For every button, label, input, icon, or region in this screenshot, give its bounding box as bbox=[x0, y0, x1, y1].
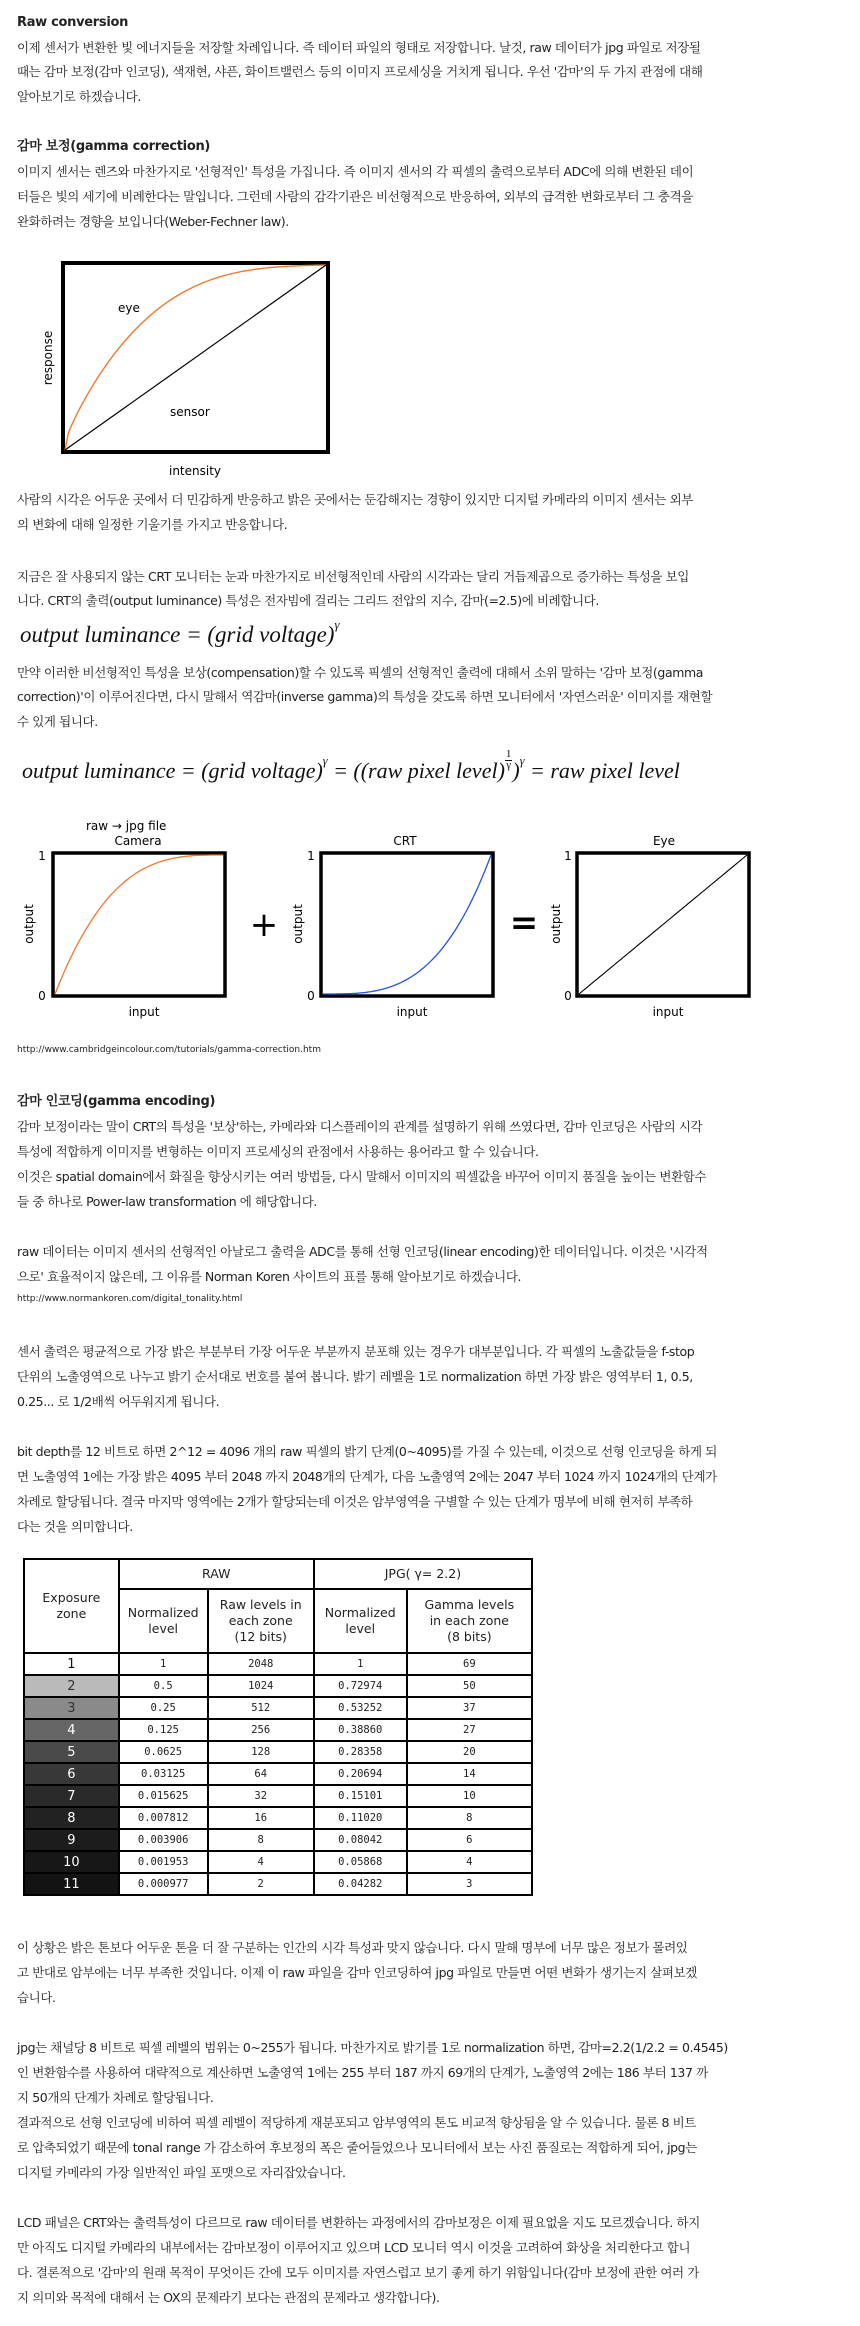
raw-normalized-cell: 0.125 bbox=[119, 1719, 208, 1741]
gamma-exponent: γ bbox=[334, 617, 340, 632]
fraction-denominator: γ bbox=[506, 758, 512, 771]
jpg-normalized-cell: 0.53252 bbox=[314, 1697, 407, 1719]
exposure-zone-table bbox=[23, 1558, 533, 1896]
col-header-jpg-levels: Gamma levels in each zone (8 bits) bbox=[407, 1589, 532, 1653]
zone-cell: 1 bbox=[24, 1653, 119, 1675]
jpg-levels-cell: 37 bbox=[407, 1697, 532, 1719]
paragraph-line: 고 반대로 암부에는 너무 부족한 것입니다. 이제 이 raw 파일을 감마 인코딩하여 jpg 파일로 만들면 어떤 변화가 생기는지 살펴보겠 bbox=[17, 1965, 697, 1980]
raw-levels-cell: 128 bbox=[208, 1741, 314, 1763]
jpg-normalized-cell: 0.20694 bbox=[314, 1763, 407, 1785]
paragraph-line: 이미지 센서는 렌즈와 마찬가지로 '선형적인' 특성을 가집니다. 즉 이미지 센서의 각 픽셀의 출력으로부터 ADC에 의해 변환된 데이 bbox=[17, 164, 694, 179]
y-tick-1: 1 bbox=[564, 849, 572, 863]
raw-normalized-cell: 0.001953 bbox=[119, 1851, 208, 1873]
table-row bbox=[24, 1719, 532, 1741]
group-header-raw: RAW bbox=[119, 1559, 314, 1589]
raw-normalized-cell: 0.03125 bbox=[119, 1763, 208, 1785]
raw-to-jpg-annotation: raw → jpg file bbox=[86, 819, 167, 833]
paragraph-line: 지 의미와 목적에 대해서 는 OX의 문제라기 보다는 관점의 문제라고 생각합니다). bbox=[17, 2290, 440, 2305]
paragraph-line: 면 노출영역 1에는 가장 밝은 4095 부터 2048 까지 2048개의 단계가, 다음 노출영역 2에는 2047 부터 1024 까지 1024개의 단계가 bbox=[17, 1469, 717, 1484]
jpg-levels-cell: 6 bbox=[407, 1829, 532, 1851]
zone-cell: 11 bbox=[24, 1873, 119, 1895]
paragraph-line: 만약 이러한 비선형적인 특성을 보상(compensation)할 수 있도록 픽셀의 선형적인 출력에 대해서 소위 말하는 '감마 보정(gamma bbox=[17, 665, 704, 680]
raw-levels-cell: 4 bbox=[208, 1851, 314, 1873]
raw-levels-cell: 64 bbox=[208, 1763, 314, 1785]
zone-cell: 2 bbox=[24, 1675, 119, 1697]
formula-part: output luminance = (grid voltage) bbox=[22, 757, 323, 783]
table-row bbox=[24, 1873, 532, 1895]
paragraph-line: 다. 결론적으로 '감마'의 원래 목적이 무엇이든 간에 모두 이미지를 자연스럽고 보기 좋게 하기 위함입니다(감마 보정에 관한 여러 가 bbox=[17, 2265, 699, 2280]
jpg-levels-cell: 3 bbox=[407, 1873, 532, 1895]
jpg-normalized-cell: 0.15101 bbox=[314, 1785, 407, 1807]
paragraph-line: raw 데이터는 이미지 센서의 선형적인 아날로그 출력을 ADC를 통해 선형 인코딩(linear encoding)한 데이터입니다. 이것은 '시각적 bbox=[17, 1244, 708, 1259]
raw-levels-cell: 16 bbox=[208, 1807, 314, 1829]
paragraph-line: 단위의 노출영역으로 나누고 밝기 순서대로 번호를 붙여 봅니다. 밝기 레벨을 1로 normalization 하면 가장 밝은 영역부터 1, 0.5, bbox=[17, 1369, 693, 1384]
plus-operator: + bbox=[249, 905, 279, 945]
table-row bbox=[24, 1653, 532, 1675]
raw-normalized-cell: 0.0625 bbox=[119, 1741, 208, 1763]
col-header-raw-levels: Raw levels in each zone (12 bits) bbox=[208, 1589, 314, 1653]
table-row bbox=[24, 1763, 532, 1785]
y-axis-label: response bbox=[41, 330, 55, 386]
y-tick-0: 0 bbox=[564, 989, 572, 1003]
zone-cell: 4 bbox=[24, 1719, 119, 1741]
table-row bbox=[24, 1741, 532, 1763]
col-header-exposure-zone: Exposure zone bbox=[24, 1559, 119, 1653]
y-tick-0: 0 bbox=[307, 989, 315, 1003]
zone-cell: 10 bbox=[24, 1851, 119, 1873]
paragraph-line: 만 아직도 디지털 카메라의 내부에서는 감마보정이 이루어지고 있으며 LCD 모니터 역시 이것을 고려하여 화상을 처리한다고 합니 bbox=[17, 2240, 691, 2255]
raw-normalized-cell: 1 bbox=[119, 1653, 208, 1675]
raw-normalized-cell: 0.015625 bbox=[119, 1785, 208, 1807]
zone-cell: 5 bbox=[24, 1741, 119, 1763]
jpg-normalized-cell: 0.05868 bbox=[314, 1851, 407, 1873]
paragraph-line: 들 중 하나로 Power-law transformation 에 해당합니다. bbox=[17, 1194, 317, 1209]
zone-cell: 8 bbox=[24, 1807, 119, 1829]
raw-levels-cell: 2048 bbox=[208, 1653, 314, 1675]
paragraph-line: 알아보기로 하겠습니다. bbox=[17, 89, 141, 104]
paragraph-line: 결과적으로 선형 인코딩에 비하여 픽셀 레벨이 적당하게 재분포되고 암부영역의 톤도 비교적 향상됨을 알 수 있습니다. 물론 8 비트 bbox=[17, 2115, 696, 2130]
table-row bbox=[24, 1785, 532, 1807]
sensor-label: sensor bbox=[170, 405, 210, 419]
formula-part: = ((raw pixel level) bbox=[327, 757, 505, 783]
table-row bbox=[24, 1807, 532, 1829]
jpg-normalized-cell: 0.04282 bbox=[314, 1873, 407, 1895]
jpg-normalized-cell: 0.11020 bbox=[314, 1807, 407, 1829]
formula-gamma-chain bbox=[22, 750, 680, 784]
zone-cell: 3 bbox=[24, 1697, 119, 1719]
paragraph-line: 때는 감마 보정(감마 인코딩), 색재현, 샤픈, 화이트밸런스 등의 이미지 프로세싱을 거치게 됩니다. 우선 '감마'의 두 가지 관점에 대해 bbox=[17, 64, 703, 79]
table-row bbox=[24, 1675, 532, 1697]
chart-frame bbox=[53, 853, 225, 996]
jpg-levels-cell: 20 bbox=[407, 1741, 532, 1763]
gamma-exponent: γ bbox=[519, 754, 525, 769]
raw-levels-cell: 512 bbox=[208, 1697, 314, 1719]
crt-chart bbox=[291, 834, 493, 1019]
paragraph-line: jpg는 채널당 8 비트로 픽셀 레벨의 범위는 0~255가 됩니다. 마찬가지로 밝기를 1로 normalization 하면, 감마=2.2(1/2.2 = 0.4545) bbox=[17, 2040, 728, 2055]
paragraph-line: 수 있게 됩니다. bbox=[17, 714, 98, 729]
y-axis-label: output bbox=[291, 904, 305, 944]
formula-part: ) bbox=[512, 757, 520, 783]
paragraph-line: bit depth를 12 비트로 하면 2^12 = 4096 개의 raw 픽셀의 밝기 단계(0~4095)를 가질 수 있는데, 이것으로 선형 인코딩을 하게 되 bbox=[17, 1444, 717, 1459]
group-header-jpg: JPG( γ= 2.2) bbox=[314, 1559, 532, 1589]
jpg-levels-cell: 8 bbox=[407, 1807, 532, 1829]
raw-normalized-cell: 0.5 bbox=[119, 1675, 208, 1697]
chart-title: CRT bbox=[393, 834, 417, 848]
jpg-levels-cell: 10 bbox=[407, 1785, 532, 1807]
paragraph-line: 다는 것을 의미합니다. bbox=[17, 1519, 133, 1534]
jpg-normalized-cell: 0.72974 bbox=[314, 1675, 407, 1697]
col-header-raw-normalized: Normalized level bbox=[119, 1589, 208, 1653]
formula-output-luminance bbox=[20, 617, 340, 648]
raw-normalized-cell: 0.25 bbox=[119, 1697, 208, 1719]
y-tick-1: 1 bbox=[307, 849, 315, 863]
camera-crt-eye-charts bbox=[0, 810, 800, 1030]
col-header-jpg-normalized: Normalized level bbox=[314, 1589, 407, 1653]
paragraph-line: 으로' 효율적이지 않은데, 그 이유를 Norman Koren 사이트의 표를 통해 알아보기로 하겠습니다. bbox=[17, 1269, 522, 1284]
paragraph-line: 특성에 적합하게 이미지를 변형하는 이미지 프로세싱의 관점에서 사용하는 용어라고 할 수 있습니다. bbox=[17, 1144, 539, 1159]
y-axis-label: output bbox=[22, 904, 36, 944]
paragraph-line: 니다. CRT의 출력(output luminance) 특성은 전자빔에 걸리는 그리드 전압의 지수, 감마(=2.5)에 비례합니다. bbox=[17, 593, 599, 608]
section-heading-raw-conversion: Raw conversion bbox=[17, 15, 129, 30]
chart-title: Eye bbox=[652, 834, 676, 848]
fraction-numerator: 1 bbox=[505, 748, 512, 760]
camera-chart bbox=[22, 834, 225, 1019]
paragraph-line: 센서 출력은 평균적으로 가장 밝은 부분부터 가장 어두운 부분까지 분포해 있는 경우가 대부분입니다. 각 픽셀의 노출값들을 f-stop bbox=[17, 1344, 695, 1359]
raw-normalized-cell: 0.003906 bbox=[119, 1829, 208, 1851]
jpg-normalized-cell: 1 bbox=[314, 1653, 407, 1675]
paragraph-line: 지 50개의 단계가 차례로 할당됩니다. bbox=[17, 2090, 214, 2105]
paragraph-line: 완화하려는 경향을 보입니다(Weber-Fechner law). bbox=[17, 214, 289, 229]
x-axis-label: intensity bbox=[168, 464, 222, 478]
formula-part: = raw pixel level bbox=[524, 757, 680, 783]
paragraph-line: 터들은 빛의 세기에 비례한다는 말입니다. 그런데 사람의 감각기관은 비선형적으로 반응하여, 외부의 급격한 변화로부터 그 충격을 bbox=[17, 189, 693, 204]
jpg-levels-cell: 69 bbox=[407, 1653, 532, 1675]
source-link-normankoren[interactable]: http://www.normankoren.com/digital_tonality.html bbox=[17, 1294, 243, 1304]
source-link-cambridgeincolour[interactable]: http://www.cambridgeincolour.com/tutorials/gamma-correction.htm bbox=[17, 1045, 321, 1055]
paragraph-line: 0.25... 로 1/2배씩 어두워지게 됩니다. bbox=[17, 1394, 220, 1409]
table-row bbox=[24, 1829, 532, 1851]
paragraph-line: 사람의 시각은 어두운 곳에서 더 민감하게 반응하고 밝은 곳에서는 둔감해지는 경향이 있지만 디지털 카메라의 이미지 센서는 외부 bbox=[17, 492, 693, 507]
zone-cell: 6 bbox=[24, 1763, 119, 1785]
table-row bbox=[24, 1697, 532, 1719]
jpg-normalized-cell: 0.38860 bbox=[314, 1719, 407, 1741]
x-axis-label: input bbox=[396, 1005, 428, 1019]
y-tick-0: 0 bbox=[38, 989, 46, 1003]
zone-cell: 9 bbox=[24, 1829, 119, 1851]
raw-levels-cell: 1024 bbox=[208, 1675, 314, 1697]
paragraph-line: 이것은 spatial domain에서 화질을 향상시키는 여러 방법들, 다시 말해서 이미지의 픽셀값을 바꾸어 이미지 품질을 높이는 변환함수 bbox=[17, 1169, 707, 1184]
eye-chart bbox=[549, 834, 749, 1019]
paragraph-line: 차례로 할당됩니다. 결국 마지막 영역에는 2개가 할당되는데 이것은 암부영역을 구별할 수 있는 단계가 명부에 비해 현저히 부족하 bbox=[17, 1494, 693, 1509]
eye-label: eye bbox=[118, 301, 140, 315]
x-axis-label: input bbox=[652, 1005, 684, 1019]
y-axis-label: output bbox=[549, 904, 563, 944]
raw-levels-cell: 8 bbox=[208, 1829, 314, 1851]
paragraph-line: 이제 센서가 변환한 빛 에너지들을 저장할 차례입니다. 즉 데이터 파일의 형태로 저장합니다. 날것, raw 데이터가 jpg 파일로 저장될 bbox=[17, 40, 701, 55]
paragraph-line: 감마 보정이라는 말이 CRT의 특성을 '보상'하는, 카메라와 디스플레이의 관계를 설명하기 위해 쓰였다면, 감마 인코딩은 사람의 시각 bbox=[17, 1119, 703, 1134]
raw-normalized-cell: 0.007812 bbox=[119, 1807, 208, 1829]
table-row bbox=[24, 1851, 532, 1873]
paragraph-line: 의 변화에 대해 일정한 기울기를 가지고 반응합니다. bbox=[17, 517, 288, 532]
paragraph-line: 지금은 잘 사용되지 않는 CRT 모니터는 눈과 마찬가지로 비선형적인데 사람의 시각과는 달리 거듭제곱으로 증가하는 특성을 보입 bbox=[17, 569, 689, 584]
raw-normalized-cell: 0.000977 bbox=[119, 1873, 208, 1895]
equals-operator: = bbox=[509, 903, 539, 943]
zone-cell: 7 bbox=[24, 1785, 119, 1807]
paragraph-line: 인 변환함수를 사용하여 대략적으로 계산하면 노출영역 1에는 255 부터 187 까지 69개의 단계가, 노출영역 2에는 186 부터 137 까 bbox=[17, 2065, 708, 2080]
paragraph-line: LCD 패널은 CRT와는 출력특성이 다르므로 raw 데이터를 변환하는 과정에서의 감마보정은 이제 필요없을 지도 모르겠습니다. 하지 bbox=[17, 2215, 700, 2230]
jpg-normalized-cell: 0.08042 bbox=[314, 1829, 407, 1851]
jpg-levels-cell: 50 bbox=[407, 1675, 532, 1697]
response-intensity-chart bbox=[30, 250, 350, 490]
chart-frame bbox=[321, 853, 493, 996]
formula-text: output luminance = (grid voltage) bbox=[20, 622, 335, 647]
jpg-levels-cell: 14 bbox=[407, 1763, 532, 1785]
raw-levels-cell: 256 bbox=[208, 1719, 314, 1741]
x-axis-label: input bbox=[128, 1005, 160, 1019]
jpg-normalized-cell: 0.28358 bbox=[314, 1741, 407, 1763]
section-heading-gamma-correction: 감마 보정(gamma correction) bbox=[17, 139, 211, 154]
gamma-exponent: γ bbox=[322, 754, 328, 769]
paragraph-line: 습니다. bbox=[17, 1990, 56, 2005]
raw-levels-cell: 32 bbox=[208, 1785, 314, 1807]
jpg-levels-cell: 27 bbox=[407, 1719, 532, 1741]
paragraph-line: 이 상황은 밝은 톤보다 어두운 톤을 더 잘 구분하는 인간의 시각 특성과 맞지 않습니다. 다시 말해 명부에 너무 많은 정보가 몰려있 bbox=[17, 1940, 688, 1955]
jpg-levels-cell: 4 bbox=[407, 1851, 532, 1873]
paragraph-line: 로 압축되었기 때문에 tonal range 가 감소하여 후보정의 폭은 줄어들었으나 모니터에서 보는 사진 품질로는 적합하게 되어, jpg는 bbox=[17, 2140, 697, 2155]
section-heading-gamma-encoding: 감마 인코딩(gamma encoding) bbox=[17, 1094, 216, 1109]
paragraph-line: correction)'이 이루어진다면, 다시 말해서 역감마(inverse gamma)의 특성을 갖도록 하면 모니터에서 '자연스러운' 이미지를 재현할 bbox=[17, 689, 713, 704]
paragraph-line: 디지털 카메라의 가장 일반적인 파일 포맷으로 자리잡았습니다. bbox=[17, 2165, 346, 2180]
raw-levels-cell: 2 bbox=[208, 1873, 314, 1895]
chart-title: Camera bbox=[114, 834, 162, 848]
y-tick-1: 1 bbox=[38, 849, 46, 863]
